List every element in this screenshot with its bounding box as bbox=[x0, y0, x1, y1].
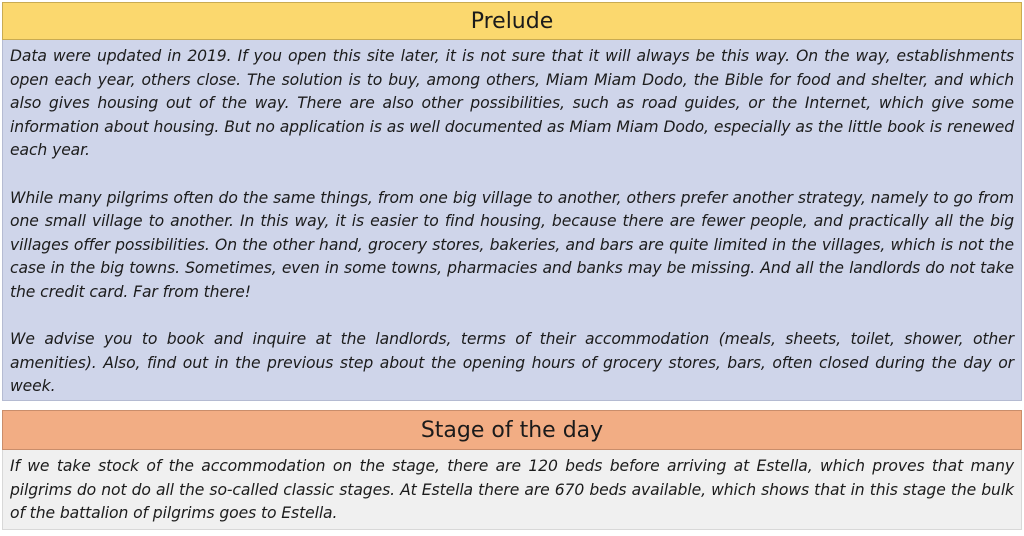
stage-header bbox=[2, 410, 1022, 450]
prelude-paragraph-2: While many pilgrims often do the same things, from one big village to another, others prefer another strategy, namely to go from one small village to another. In this way, it is easier to find housing, because there are fewer people, and practically all the big villages offer possibilities. On the other hand, grocery stores, bakeries, and bars are quite limited in the villages, which is not the case in the big towns. Sometimes, even in some towns, pharmacies and banks may be missing. And all the landlords do not take the credit card. Far from there! bbox=[10, 188, 1014, 301]
prelude-title: Prelude bbox=[470, 8, 554, 34]
stage-title: Stage of the day bbox=[420, 417, 604, 443]
stage-body bbox=[2, 450, 1022, 530]
prelude-paragraph-1: Data were updated in 2019. If you open this site later, it is not sure that it will always be this way. On the way, establishments open each year, others close. The solution is to buy, among others, Miam Miam Dodo, the Bible for food and shelter, and which also gives housing out of the way. There are also other possibilities, such as road guides, or the Internet, which give some information about housing. But no application is as well documented as Miam Miam Dodo, especially as the little book is renewed each year. bbox=[10, 47, 1014, 160]
stage-paragraph-1: If we take stock of the accommodation on the stage, there are 120 beds before arriving at Estella, which proves that many pilgrims do not do all the so-called classic stages. At Estella there are 670 beds available, which shows that in this stage the bulk of the battalion of pilgrims goes to Estella. bbox=[10, 457, 1014, 523]
prelude-body bbox=[2, 40, 1022, 401]
prelude-header bbox=[2, 2, 1022, 40]
prelude-paragraph-3: We advise you to book and inquire at the landlords, terms of their accommodation (meals, sheets, toilet, shower, other amenities). Also, find out in the previous step about the opening hours of grocery stores, bars, often closed during the day or week. bbox=[10, 330, 1014, 396]
